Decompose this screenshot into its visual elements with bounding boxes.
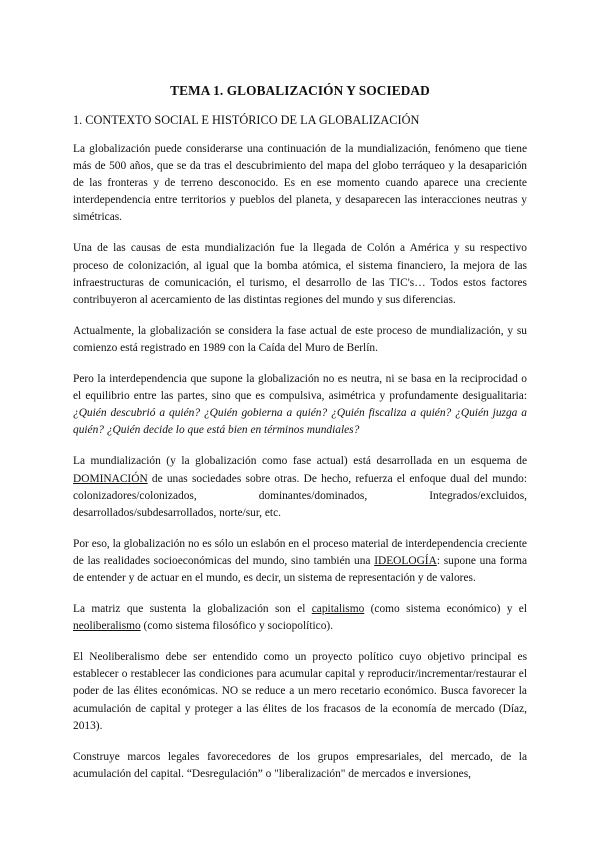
paragraph-6-before: Por eso, la globalización no es sólo un eslabón en el proceso material de interdependencia creciente de las realidades socioeconómicas del mundo, sino también una — [73, 537, 527, 567]
paragraph-4 — [73, 371, 527, 439]
paragraph-4-questions: ¿Quién descubrió a quién? ¿Quién gobierna a quién? ¿Quién fiscaliza a quién? ¿Quién juzga a quién? ¿Quién decide lo que está bien en términos mundiales? — [73, 407, 527, 437]
paragraph-8: El Neoliberalismo debe ser entendido como un proyecto político cuyo objetivo principal es establecer o restablecer las condiciones para acumular capital y reproducir/incrementar/restaurar el poder de las élites económicas. NO se reduce a un mero recetario económico. Busca favorecer la acumulación de capital y proteger a las élites de los fracasos de la economía de mercado (Díaz, 2013). — [73, 651, 527, 732]
paragraph-3: Actualmente, la globalización se considera la fase actual de este proceso de mundialización, y su comienzo está registrado en 1989 con la Caída del Muro de Berlín. — [73, 324, 527, 354]
paragraph-6-after: : supone una forma de entender y de actuar en el mundo, es decir, un sistema de representación y de valores. — [73, 554, 527, 584]
paragraph-7-before: La matriz que sustenta la globalización son el — [73, 603, 312, 616]
keyword-dominacion: DOMINACIÓN — [73, 472, 148, 485]
paragraph-7-after: (como sistema filosófico y sociopolítico). — [140, 620, 334, 633]
paragraph-2: Una de las causas de esta mundialización fue la llegada de Colón a América y su respectivo proceso de colonización, al igual que la bomba atómica, el sistema financiero, la mejora de las infraestructuras de comunicación, el turismo, el desarrollo de las TIC's… Todos estos factores contribuyeron al acercamiento de las distintas regiones del mundo y sus diferencias. — [73, 242, 527, 306]
paragraph-9: Construye marcos legales favorecedores de los grupos empresariales, del mercado, de la acumulación del capital. “Desregulación” o "liberalización" de mercados e inversiones, — [73, 750, 527, 780]
section-heading: 1. CONTEXTO SOCIAL E HISTÓRICO DE LA GLOBALIZACIÓN — [73, 113, 420, 127]
paragraph-7 — [73, 601, 527, 635]
keyword-capitalismo: capitalismo — [311, 603, 365, 616]
paragraph-1: La globalización puede considerarse una continuación de la mundialización, fenómeno que tiene más de 500 años, que se da tras el descubrimiento del mapa del globo terráqueo y la desaparición de las fronteras y de terreno desconocido. Es en ese momento cuando aparece una creciente interdependencia entre territorios y pueblos del planeta, y desaparecen las interacciones neutras y simétricas. — [73, 143, 527, 224]
paragraph-7-middle: (como sistema económico) y el — [364, 603, 528, 616]
paragraph-4-text: Pero la interdependencia que supone la globalización no es neutra, ni se basa en la reciprocidad o el equilibrio entre las partes, sino que es compulsiva, asimétrica y profundamente desigualitaria: — [73, 373, 527, 403]
document-title: TEMA 1. GLOBALIZACIÓN Y SOCIEDAD — [170, 83, 430, 98]
keyword-ideologia: IDEOLOGÍA — [374, 554, 437, 567]
keyword-neoliberalismo: neoliberalismo — [73, 620, 141, 633]
paragraph-5 — [73, 453, 527, 521]
document-body — [73, 82, 527, 783]
paragraph-6 — [73, 536, 527, 587]
paragraph-5-before: La mundialización (y la globalización como fase actual) está desarrollada en un esquema de — [73, 455, 527, 468]
paragraph-5-after: de unas sociedades sobre otras. De hecho, refuerza el enfoque dual del mundo: colonizadores/colonizados, dominantes/dominados, Integrados/excluidos, desarrollados/subdesarrollados, norte/sur, etc. — [73, 472, 527, 519]
